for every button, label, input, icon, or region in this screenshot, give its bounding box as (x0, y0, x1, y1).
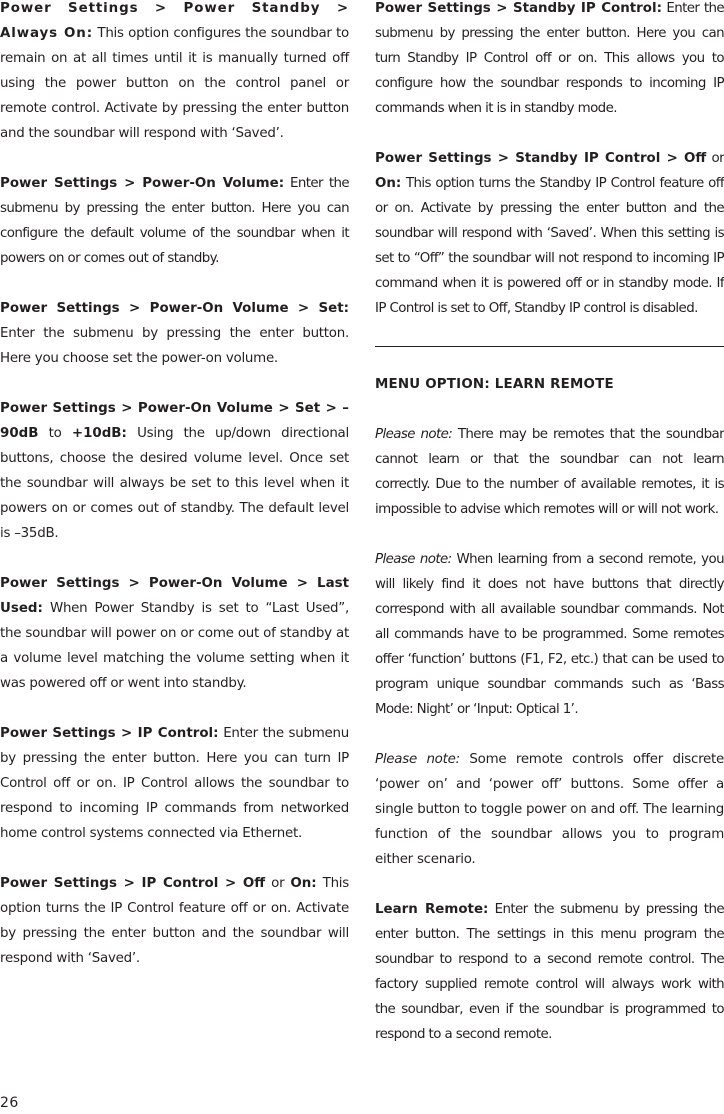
term-body: Using the up/down directional buttons, choose the desired volume level. Once set the soundbar will always be set to this level when it powers on or comes out of standby. The default level is –35dB. (0, 426, 349, 541)
term-heading: Power Settings > IP Control: (0, 726, 219, 741)
term-heading: Power Settings > Power-On Volume > Set > –90dB (0, 401, 349, 441)
term-body: Enter the submenu by pressing the enter button. Here you can turn Standby IP Control off or on. This allows you to configure how the soundbar responds to incoming IP commands when it is in standby mode. (375, 1, 724, 116)
term-heading: Power Settings > Standby IP Control > Off (375, 151, 707, 166)
term-heading-2: On: (375, 176, 402, 191)
note-paragraph (375, 547, 724, 722)
term-body: This option configures the soundbar to remain on at all times until it is manually turned off using the power button on the control panel or remote control. Activate by pressing the enter button and the soundbar will respond with ‘Saved’. (0, 26, 349, 141)
term-body: Enter the submenu by pressing the enter button. The settings in this menu program the soundbar to respond to a second remote control. The factory supplied remote control will always work with the soundbar, even if the soundbar is programmed to respond to a second remote. (375, 902, 724, 1042)
term-connector: or (265, 876, 291, 891)
section-title: MENU OPTION: LEARN REMOTE (375, 377, 614, 392)
term-heading-2: On: (290, 876, 317, 891)
note-label: Please note: (375, 552, 452, 567)
left-column (0, 0, 349, 996)
ip-control-paragraph (0, 721, 349, 846)
last-used-paragraph (0, 571, 349, 696)
standby-ip-control-off-on-paragraph (375, 146, 724, 321)
term-body: Enter the submenu by pressing the enter button. Here you can configure the default volume of the soundbar when it powers on or comes out of standby. (0, 176, 350, 266)
term-connector: or (706, 151, 724, 166)
note-paragraph (375, 422, 724, 522)
note-body: Some remote controls offer discrete ‘power on’ and ‘power off’ buttons. Some offer a single button to toggle power on and off. The learning function of the soundbar allows you to program either scenario. (375, 752, 724, 867)
term-body: This option turns the Standby IP Control feature off or on. Activate by pressing the enter button and the soundbar will respond with ‘Saved’. When this setting is set to “Off” the soundbar will not respond to incoming IP command when it is powered off or in standby mode. If IP Control is set to Off, Standby IP control is disabled. (375, 176, 724, 316)
term-heading: Power Settings > IP Control > Off (0, 876, 266, 891)
term-body: When Power Standby is set to “Last Used”, the soundbar will power on or come out of standby at a volume level matching the volume setting when it was powered off or went into standby. (0, 601, 349, 691)
power-on-volume-paragraph (0, 171, 349, 271)
term-body: Enter the submenu by pressing the enter button. Here you can turn IP Control off or on. IP Control allows the soundbar to respond to incoming IP commands from networked home control systems connected via Ethernet. (0, 726, 350, 841)
term-heading: Power Settings > Power-On Volume > Set: (0, 301, 349, 316)
note-body: When learning from a second remote, you will likely find it does not have buttons that directly correspond with all available soundbar commands. Not all commands have to be programmed. Some remotes offer ‘function’ buttons (F1, F2, etc.) that can be used to program unique soundbar commands such as ‘Bass Mode: Night’ or ‘Input: Optical 1’. (375, 552, 724, 717)
standby-ip-control-paragraph (375, 0, 724, 121)
note-paragraph (375, 747, 724, 872)
note-label: Please note: (375, 427, 453, 442)
term-body: This option turns the IP Control feature off or on. Activate by pressing the enter button and the soundbar will respond with ‘Saved’. (0, 876, 349, 966)
page-number: 26 (0, 1095, 19, 1111)
always-on-paragraph (0, 0, 349, 146)
learn-remote-paragraph (375, 897, 724, 1047)
term-heading: Power Settings > Power-On Volume: (0, 176, 285, 191)
term-heading: Power Settings > Power-On Volume > Last Used: (0, 576, 349, 616)
right-column (375, 0, 724, 1072)
note-label: Please note: (375, 752, 460, 767)
term-heading: Power Settings > Power Standby > Always On: (0, 1, 349, 41)
power-on-volume-set-paragraph (0, 296, 349, 371)
term-heading-2: +10dB: (71, 426, 127, 441)
term-connector: to (38, 426, 72, 441)
volume-range-paragraph (0, 396, 349, 546)
ip-control-off-on-paragraph (0, 871, 349, 971)
term-heading: Power Settings > Standby IP Control: (375, 1, 662, 16)
term-heading: Learn Remote: (375, 902, 489, 917)
section-divider (375, 346, 724, 347)
note-body: There may be remotes that the soundbar cannot learn or that the soundbar can not learn correctly. Due to the number of available remotes, it is impossible to advise which remotes will or will not work. (375, 427, 724, 517)
term-body: Enter the submenu by pressing the enter button. Here you choose set the power-on volume. (0, 326, 349, 366)
